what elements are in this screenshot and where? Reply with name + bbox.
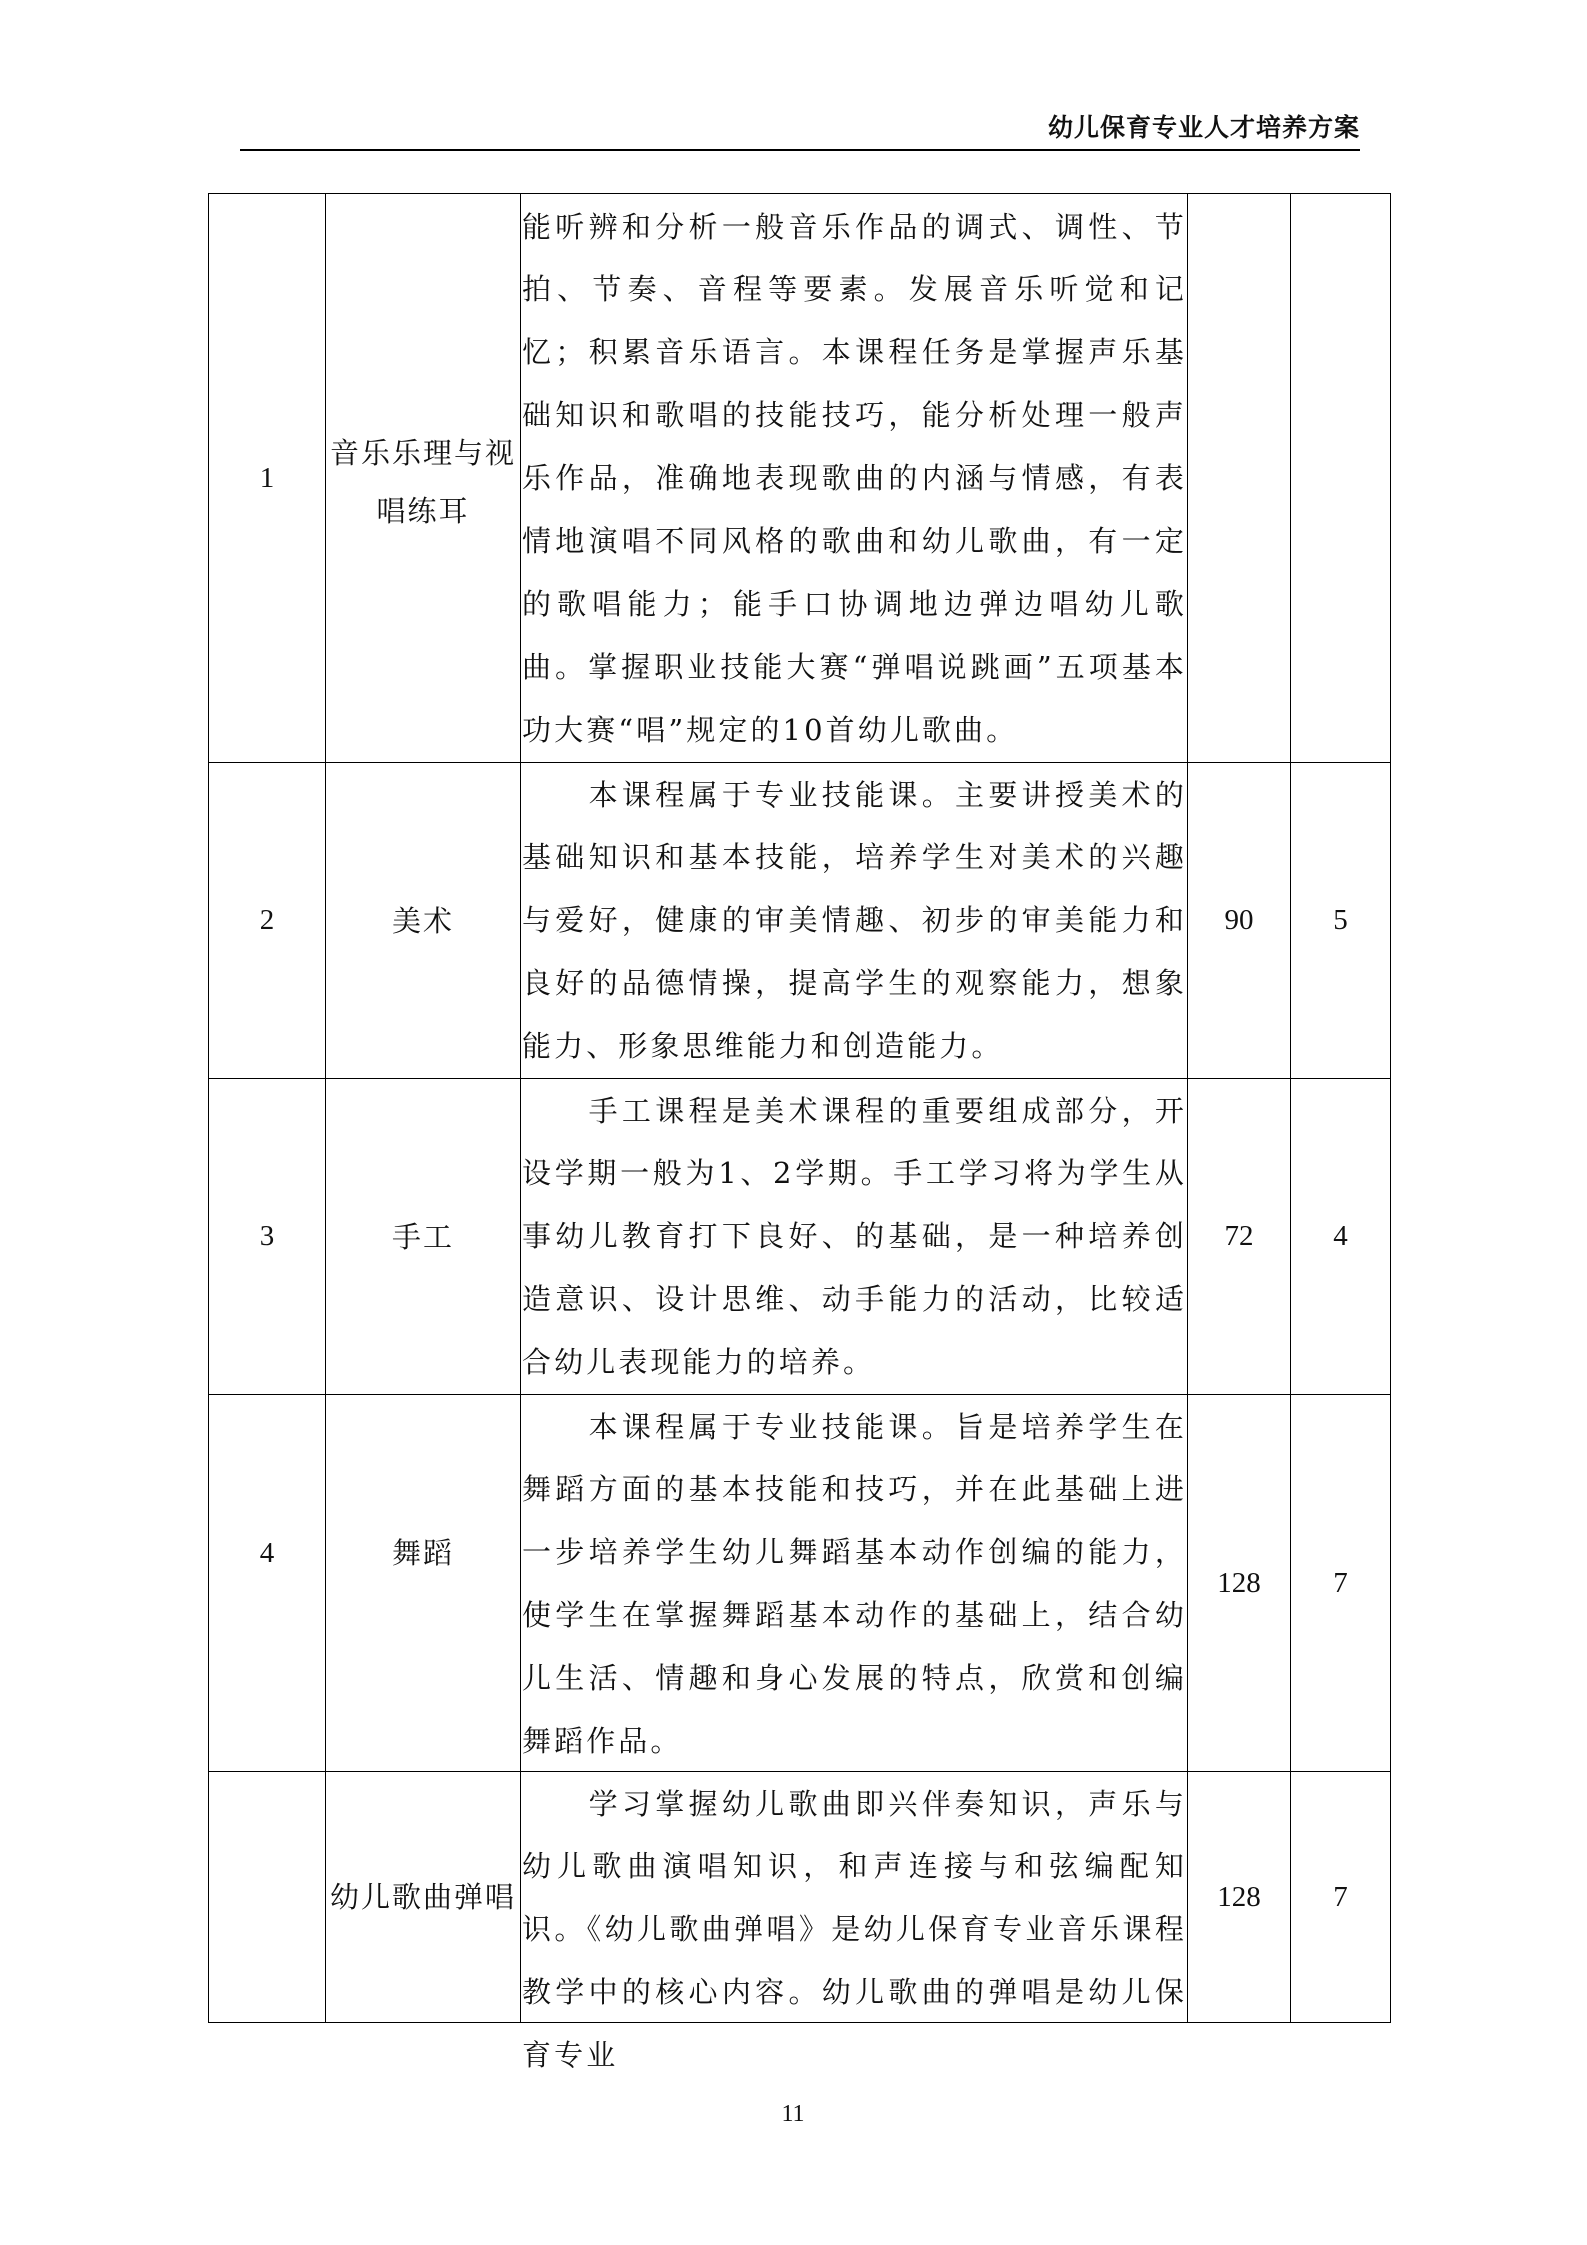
row-number — [209, 1772, 326, 2023]
table-row — [209, 763, 1391, 1079]
header-rule — [240, 149, 1360, 151]
course-hours: 90 — [1188, 763, 1291, 1079]
course-description-cell — [521, 763, 1188, 1079]
course-credits: 5 — [1291, 763, 1391, 1079]
row-number: 1 — [209, 194, 326, 763]
course-hours: 128 — [1188, 1772, 1291, 2023]
course-credits: 4 — [1291, 1079, 1391, 1395]
course-credits: 7 — [1291, 1395, 1391, 1772]
table-row — [209, 1772, 1391, 2023]
course-description-cell — [521, 1395, 1188, 1772]
course-table — [208, 193, 1391, 2073]
course-hours: 128 — [1188, 1395, 1291, 1772]
course-description: 手工课程是美术课程的重要组成部分，开设学期一般为1、2学期。手工学习将为学生从事幼儿教育打下良好、的基础，是一种培养创造意识、设计思维、动手能力的活动，比较适合幼儿表现能力的培养。 — [522, 1093, 1187, 1380]
course-name: 手工 — [326, 1079, 521, 1395]
course-credits — [1291, 194, 1391, 763]
page-number: 11 — [781, 2101, 805, 2127]
course-name: 舞蹈 — [326, 1395, 521, 1772]
row-number: 4 — [209, 1395, 326, 1772]
course-name: 美术 — [326, 763, 521, 1079]
course-credits: 7 — [1291, 1772, 1391, 2023]
course-name: 音乐乐理与视唱练耳 — [326, 194, 521, 763]
course-description: 能听辨和分析一般音乐作品的调式、调性、节拍、节奏、音程等要素。发展音乐听觉和记忆；积累音乐语言。本课程任务是掌握声乐基础知识和歌唱的技能技巧，能分析处理一般声乐作品，准确地表现歌曲的内涵与情感，有表情地演唱不同风格的歌曲和幼儿歌曲，有一定的歌唱能力；能手口协调地边弹边唱幼儿歌曲。掌握职业技能大赛“弹唱说跳画”五项基本功大赛“唱”规定的10首幼儿歌曲。 — [522, 209, 1187, 747]
course-name: 幼儿歌曲弹唱 — [326, 1772, 521, 2023]
course-description-cell — [521, 1772, 1188, 2073]
course-hours — [1188, 194, 1291, 763]
course-description-cell — [521, 1079, 1188, 1395]
course-description: 本课程属于专业技能课。主要讲授美术的基础知识和基本技能，培养学生对美术的兴趣与爱好，健康的审美情趣、初步的审美能力和良好的品德情操，提高学生的观察能力，想象能力、形象思维能力和创造能力。 — [522, 777, 1187, 1064]
header-title: 幼儿保育专业人才培养方案 — [1047, 113, 1360, 142]
row-number: 2 — [209, 763, 326, 1079]
course-description: 本课程属于专业技能课。旨是培养学生在舞蹈方面的基本技能和技巧，并在此基础上进一步培养学生幼儿舞蹈基本动作创编的能力，使学生在掌握舞蹈基本动作的基础上，结合幼儿生活、情趣和身心发展的特点，欣赏和创编舞蹈作品。 — [522, 1409, 1187, 1759]
row-number: 3 — [209, 1079, 326, 1395]
course-description-cell — [521, 194, 1188, 763]
table-row — [209, 194, 1391, 763]
table-row — [209, 1395, 1391, 1772]
table-row — [209, 1079, 1391, 1395]
course-hours: 72 — [1188, 1079, 1291, 1395]
course-description: 学习掌握幼儿歌曲即兴伴奏知识，声乐与幼儿歌曲演唱知识，和声连接与和弦编配知识。《幼儿歌曲弹唱》是幼儿保育专业音乐课程教学中的核心内容。幼儿歌曲的弹唱是幼儿保育专业 — [522, 1786, 1187, 2073]
